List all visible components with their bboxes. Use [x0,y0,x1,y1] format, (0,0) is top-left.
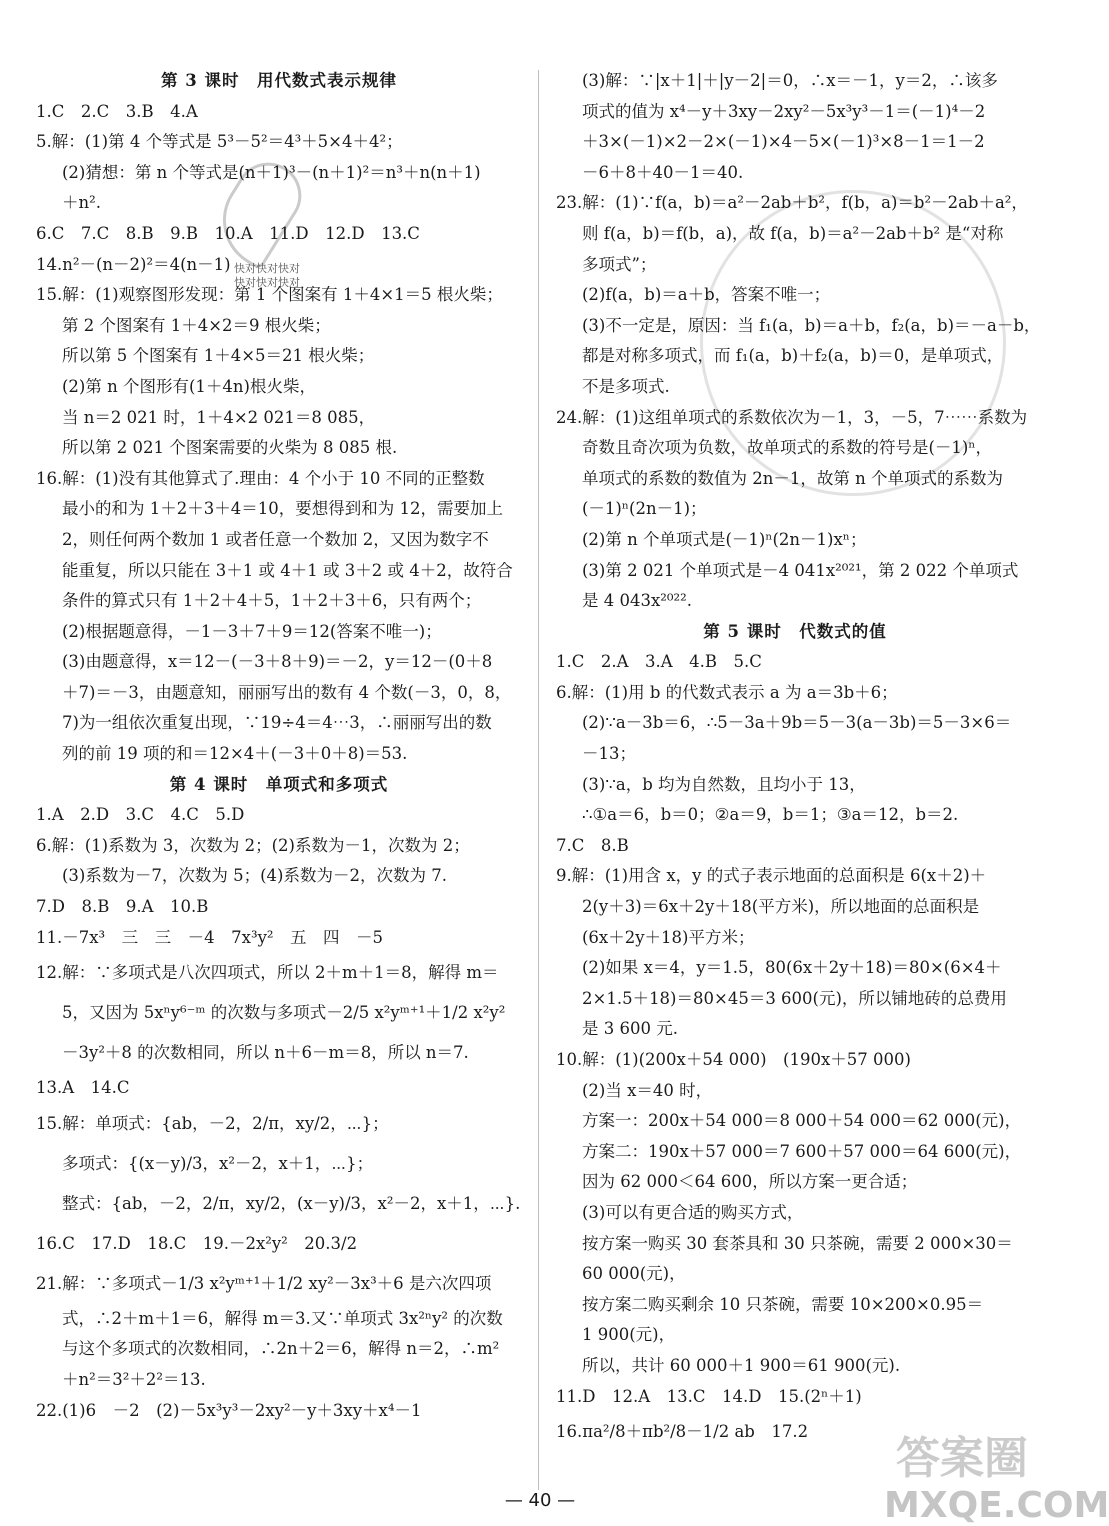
answer-line: (2)猜想：第 n 个等式是(n＋1)³－(n＋1)²＝n³＋n(n＋1) [62,162,481,182]
answer-line: (3)∵a，b 均为自然数，且均小于 13， [582,774,866,794]
answer-line: 则 f(a，b)＝f(b，a)，故 f(a，b)＝a²－2ab＋b² 是“对称 [582,223,1004,243]
answer-line: 所以，共计 60 000＋1 900＝61 900(元). [582,1355,901,1375]
answer-line: (2)如果 x＝4，y＝1.5，80(6x＋2y＋18)＝80×(6×4＋ [582,958,1002,978]
answer-line: (2)根据题意得，－1－3＋7＋9＝12(答案不唯一)； [62,621,442,641]
section-title: 第 4 课时 单项式和多项式 [169,774,389,794]
answer-line: 因为 62 000＜64 600，所以方案一更合适； [582,1172,918,1192]
answer-line: 2，则任何两个数加 1 或者任意一个数加 2，又因为数字不 [62,529,489,549]
answer-line: (2)f(a，b)＝a＋b，答案不唯一； [582,285,831,305]
answer-line: 23.解：(1)∵f(a，b)＝a²－2ab＋b²，f(b，a)＝b²－2ab＋a²， [556,193,1028,213]
answer-line: 是 4 043x²⁰²². [582,591,692,611]
answer-line: 不是多项式. [582,376,670,396]
answer-line: 1 900(元)， [582,1325,676,1345]
left-column [36,66,522,1426]
answer-line: (6x＋2y＋18)平方米； [582,927,755,947]
answer-line: 与这个多项式的次数相同，∴2n＋2＝6，解得 n＝2，∴m² [62,1339,500,1359]
answer-line: 16.C 17.D 18.C 19.－2x²y² 20.3/2 [36,1233,358,1253]
answer-line: 奇数且奇次项为负数，故单项式的系数的符号是(－1)ⁿ， [582,438,993,458]
answer-line: 是 3 600 元. [582,1019,678,1039]
answer-line: 11.D 12.A 13.C 14.D 15.(2ⁿ＋1) [556,1386,862,1406]
answer-line: －13； [582,744,636,764]
answer-line: ＋3×(－1)×2－2×(－1)×4－5×(－1)³×8－1＝1－2 [582,132,985,152]
answer-line: ∴①a＝6，b＝0；②a＝9，b＝1；③a＝12，b＝2. [582,805,959,825]
answer-line: 1.C 2.C 3.B 4.A [36,101,198,121]
answer-line: 2×1.5＋18)＝80×45＝3 600(元)，所以铺地砖的总费用 [582,988,1007,1008]
answer-line: (3)解：∵|x＋1|＋|y－2|＝0，∴x＝－1，y＝2，∴该多 [582,71,998,90]
answer-line: (3)由题意得，x＝12－(－3＋8＋9)＝－2，y＝12－(0＋8 [62,652,493,672]
answer-line: (3)系数为－7，次数为 5；(4)系数为－2，次数为 7. [62,866,447,886]
answer-line: (2)∵a－3b＝6，∴5－3a＋9b＝5－3(a－3b)＝5－3×6＝ [582,713,1012,733]
answer-line: 15.解：单项式：{ab，－2，2/π，xy/2，⋯}； [36,1113,389,1133]
answer-line: 式，∴2＋m＋1＝6，解得 m＝3.又∵单项式 3x²ⁿy² 的次数 [62,1308,503,1328]
answer-line: 当 n＝2 021 时，1＋4×2 021＝8 085， [62,407,376,427]
watermark-text: 快对快对快对 [234,276,300,289]
site-logo-watermark: 答案圈 [896,1433,1028,1484]
answer-line: 6.C 7.C 8.B 9.B 10.A 11.D 12.D 13.C [36,223,420,243]
answer-line: (3)第 2 021 个单项式是－4 041x²⁰²¹，第 2 022 个单项式 [582,560,1019,580]
answer-line: 最小的和为 1＋2＋3＋4＝10，要想得到和为 12，需要加上 [62,499,503,519]
answer-line: 16.解：(1)没有其他算式了.理由：4 个小于 10 不同的正整数 [36,468,485,488]
answer-line: 所以第 2 021 个图案需要的火柴为 8 085 根. [62,438,398,458]
answer-line: 1.C 2.A 3.A 4.B 5.C [556,652,762,672]
answer-line: 5，又因为 5xⁿy⁶⁻ᵐ 的次数与多项式－2/5 x²yᵐ⁺¹＋1/2 x²y² [62,1003,506,1023]
answer-line: 方案二：190x＋57 000＝7 600＋57 000＝64 600(元)， [582,1141,1022,1161]
answer-line: 7)为一组依次重复出现，∵19÷4＝4⋯3，∴丽丽写出的数 [62,713,492,733]
answer-line: 15.解：(1)观察图形发现：第 1 个图案有 1＋4×1＝5 根火柴； [36,285,503,305]
answer-line: (3)不一定是，原因：当 f₁(a，b)＝a＋b，f₂(a，b)＝－a－b， [582,315,1041,335]
answer-line: 条件的算式只有 1＋2＋4＋5，1＋2＋3＋6，只有两个； [62,591,482,611]
answer-line: 60 000(元)， [582,1264,686,1284]
answer-line: 按方案一购买 30 套茶具和 30 只茶碗，需要 2 000×30＝ [582,1233,1013,1253]
answer-line: 13.A 14.C [36,1078,130,1098]
answer-line: 能重复，所以只能在 3＋1 或 4＋1 或 3＋2 或 4＋2，故符合 [62,560,513,580]
section-title: 第 3 课时 用代数式表示规律 [161,71,397,90]
answer-line: ＋n²＝3²＋2²＝13. [62,1370,206,1389]
answer-line: ＋7)＝－3，由题意知，丽丽写出的数有 4 个数(－3，0，8， [62,682,512,702]
answer-line: (2)第 n 个图形有(1＋4n)根火柴， [62,376,316,396]
answer-line: 1.A 2.D 3.C 4.C 5.D [36,805,245,825]
answer-line: －3y²＋8 的次数相同，所以 n＋6－m＝8，所以 n＝7. [62,1043,469,1063]
right-column [556,66,1041,1452]
answer-line: 11.－7x³ 三 三 －4 7x³y² 五 四 －5 [36,927,384,947]
answer-line: 第 2 个图案有 1＋4×2＝9 根火柴； [62,315,331,335]
answer-line: 都是对称多项式，而 f₁(a，b)＋f₂(a，b)＝0，是单项式， [582,346,1004,366]
answer-line: 12.解：∵多项式是八次四项式，所以 2＋m＋1＝8，解得 m＝ [36,963,499,983]
answer-line: 9.解：(1)用含 x，y 的式子表示地面的总面积是 6(x＋2)＋ [556,866,987,886]
answer-line: (－1)ⁿ(2n－1)； [582,499,707,519]
answer-line: 2(y＋3)＝6x＋2y＋18(平方米)，所以地面的总面积是 [582,897,980,917]
answer-line: 14.n²－(n－2)²＝4(n－1) [36,254,231,274]
answer-line: (2)第 n 个单项式是(－1)ⁿ(2n－1)xⁿ； [582,529,867,549]
answer-line: ＋n². [62,193,101,213]
answer-line: 方案一：200x＋54 000＝8 000＋54 000＝62 000(元)， [582,1111,1022,1131]
answer-line: 按方案二购买剩余 10 只茶碗，需要 10×200×0.95＝ [582,1294,984,1314]
site-url-watermark: MXQE.COM [884,1485,1109,1526]
answer-line: 24.解：(1)这组单项式的系数依次为－1，3，－5，7⋯⋯系数为 [556,407,1028,427]
watermark-text: 快对快对快对 [234,262,300,275]
column-divider [538,70,539,1490]
answer-line: 5.解：(1)第 4 个等式是 5³－5²＝4³＋5×4＋4²； [36,132,403,152]
section-title: 第 5 课时 代数式的值 [703,621,887,641]
answer-line: 列的前 19 项的和＝12×4＋(－3＋0＋8)＝53. [62,744,408,764]
answer-line: 6.解：(1)用 b 的代数式表示 a 为 a＝3b＋6； [556,682,898,702]
answer-line: 16.πa²/8＋πb²/8－1/2 ab 17.2 [556,1422,809,1442]
answer-line: 多项式：{(x－y)/3，x²－2，x＋1，⋯}； [62,1153,374,1173]
answer-line: 7.C 8.B [556,835,629,855]
answer-line: 单项式的系数的数值为 2n－1，故第 n 个单项式的系数为 [582,468,1003,488]
answer-line: (2)当 x＝40 时， [582,1080,713,1100]
page-number: — 40 — [504,1490,576,1511]
answer-line: 所以第 5 个图案有 1＋4×5＝21 根火柴； [62,346,375,366]
answer-line: 10.解：(1)(200x＋54 000) (190x＋57 000) [556,1050,911,1069]
answer-line: 22.(1)6 －2 (2)－5x³y³－2xy²－y＋3xy＋x⁴－1 [36,1400,422,1420]
answer-line: 项式的值为 x⁴－y＋3xy－2xy²－5x³y³－1＝(－1)⁴－2 [582,101,986,121]
answer-line: 多项式”； [582,254,657,274]
answer-line: 整式：{ab，－2，2/π，xy/2，(x－y)/3，x²－2，x＋1，⋯}. [62,1193,521,1213]
answer-line: 21.解：∵多项式－1/3 x²yᵐ⁺¹＋1/2 xy²－3x³＋6 是六次四项 [36,1273,492,1293]
answer-line: 6.解：(1)系数为 3，次数为 2；(2)系数为－1，次数为 2； [36,835,470,855]
answer-line: －6＋8＋40－1＝40. [582,162,744,182]
answer-line: (3)可以有更合适的购买方式， [582,1202,804,1222]
answer-line: 7.D 8.B 9.A 10.B [36,897,209,917]
